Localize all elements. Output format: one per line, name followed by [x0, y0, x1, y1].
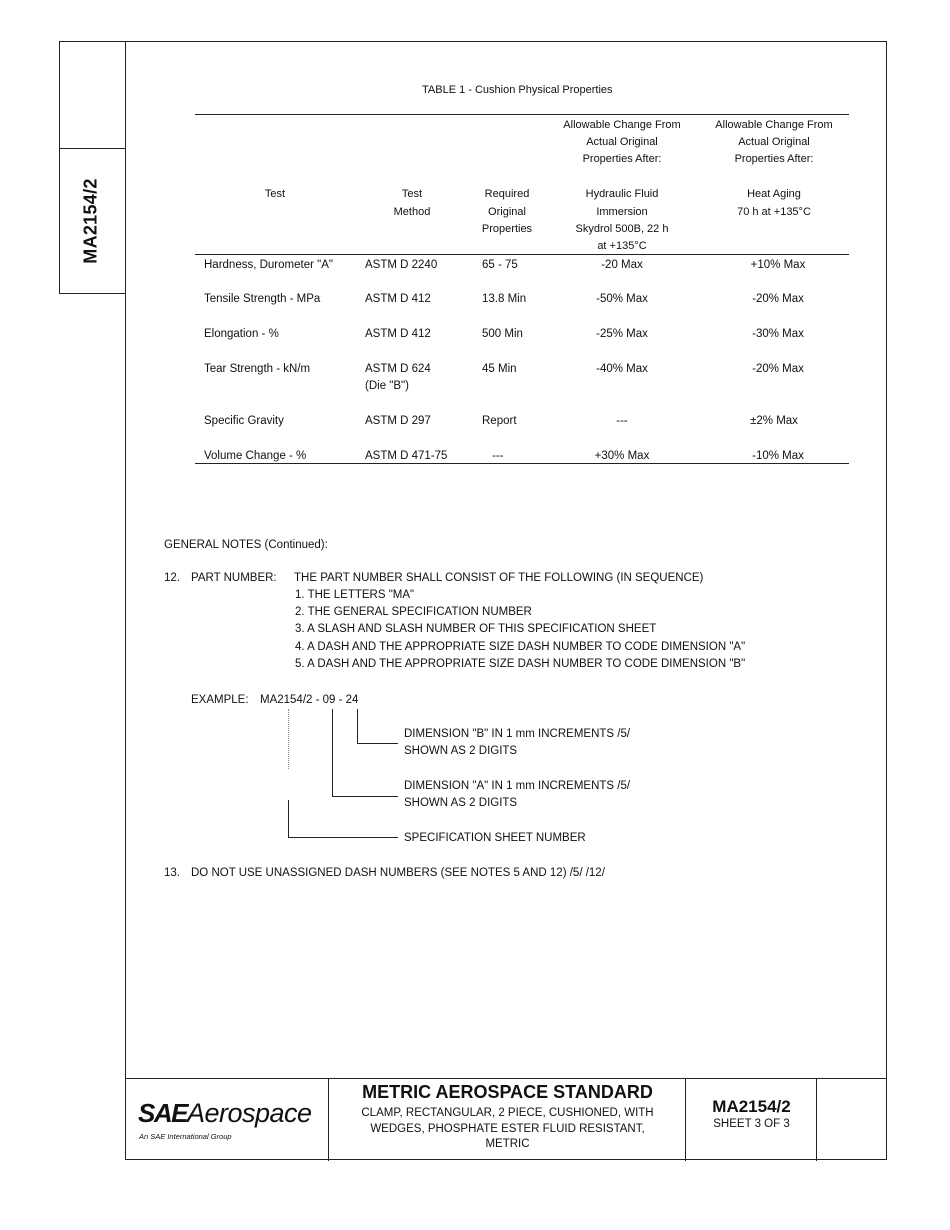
side-document-number: MA2154/2 — [80, 178, 101, 264]
leader-spec-horizontal — [288, 837, 398, 838]
table-title: TABLE 1 - Cushion Physical Properties — [422, 84, 613, 96]
header-fluid-line2: Actual Original — [586, 136, 658, 148]
header-required-line3: Properties — [481, 223, 533, 235]
note-12-number: 12. — [164, 572, 180, 584]
table-row-4-fluid: --- — [616, 415, 628, 427]
table-row-4-test: Specific Gravity — [204, 415, 284, 427]
table-row-1-heat: -20% Max — [752, 293, 804, 305]
table-bottom-rule — [195, 463, 849, 464]
side-tab-divider — [60, 148, 126, 149]
note-12-item-2: 2. THE GENERAL SPECIFICATION NUMBER — [295, 606, 532, 618]
leader-a-vertical — [332, 709, 333, 797]
leader-b-vertical — [357, 709, 358, 744]
example-label: EXAMPLE: — [191, 694, 249, 706]
standard-title: METRIC AEROSPACE STANDARD — [362, 1082, 653, 1102]
header-fluid-line7: at +135°C — [597, 240, 647, 252]
notes-heading: GENERAL NOTES (Continued): — [164, 539, 328, 551]
table-row-1-required: 13.8 Min — [482, 293, 527, 305]
leader-spec-vertical — [288, 800, 289, 838]
table-row-5-required: --- — [492, 450, 504, 462]
table-top-rule — [195, 114, 849, 115]
table-row-0-test: Hardness, Durometer "A" — [204, 259, 333, 271]
callout-b-line2: SHOWN AS 2 DIGITS — [404, 745, 518, 757]
leader-a-horizontal — [332, 796, 398, 797]
header-heat-line4: Heat Aging — [747, 188, 801, 200]
sae-aerospace-logo — [138, 1098, 312, 1129]
table-row-2-heat: -30% Max — [752, 328, 804, 340]
note-13-number: 13. — [164, 867, 180, 879]
header-heat-line2: Actual Original — [738, 136, 810, 148]
note-12-item-1: 1. THE LETTERS "MA" — [295, 589, 415, 601]
table-row-3-fluid: -40% Max — [596, 363, 648, 375]
table-row-0-required: 65 - 75 — [482, 259, 518, 271]
callout-a-line1: DIMENSION "A" IN 1 mm INCREMENTS /5/ — [404, 780, 631, 792]
table-row-3-heat: -20% Max — [752, 363, 804, 375]
logo-aerospace-word: Aerospace — [186, 1098, 312, 1128]
table-row-2-method: ASTM D 412 — [365, 328, 431, 340]
note-12-item-5: 5. A DASH AND THE APPROPRIATE SIZE DASH NUMBER TO CODE DIMENSION "B" — [295, 658, 746, 670]
header-method-line2: Method — [393, 206, 431, 218]
note-12-text: THE PART NUMBER SHALL CONSIST OF THE FOLLOWING (IN SEQUENCE) — [294, 572, 704, 584]
header-fluid-line6: Skydrol 500B, 22 h — [575, 223, 669, 235]
header-fluid-line4: Hydraulic Fluid — [585, 188, 659, 200]
standard-subtitle — [335, 1106, 680, 1153]
header-test: Test — [264, 188, 286, 200]
table-row-5-method: ASTM D 471-75 — [365, 450, 448, 462]
table-row-5-heat: -10% Max — [752, 450, 804, 462]
callout-b-line1: DIMENSION "B" IN 1 mm INCREMENTS /5/ — [404, 728, 631, 740]
table-row-3-method: ASTM D 624 — [365, 363, 431, 375]
header-required-line2: Original — [488, 206, 526, 218]
logo-tagline: An SAE International Group — [139, 1132, 232, 1141]
example-value: MA2154/2 - 09 - 24 — [260, 694, 359, 706]
note-12-item-4: 4. A DASH AND THE APPROPRIATE SIZE DASH NUMBER TO CODE DIMENSION "A" — [295, 641, 746, 653]
leader-spec-dotted — [288, 709, 289, 769]
standard-subtitle-line2: WEDGES, PHOSPHATE ESTER FLUID RESISTANT, — [370, 1122, 645, 1135]
table-row-5-test: Volume Change - % — [204, 450, 307, 462]
header-heat-line3: Properties After: — [734, 153, 814, 165]
table-row-4-heat: ±2% Max — [750, 415, 798, 427]
header-heat-line5: 70 h at +135°C — [737, 206, 811, 218]
table-row-1-test: Tensile Strength - MPa — [204, 293, 321, 305]
header-heat-line1: Allowable Change From — [715, 119, 833, 131]
table-row-2-test: Elongation - % — [204, 328, 279, 340]
table-row-2-fluid: -25% Max — [596, 328, 648, 340]
table-row-4-required: Report — [482, 415, 517, 427]
table-row-1-fluid: -50% Max — [596, 293, 648, 305]
table-row-2-required: 500 Min — [482, 328, 523, 340]
leader-b-horizontal — [357, 743, 398, 744]
callout-a-line2: SHOWN AS 2 DIGITS — [404, 797, 518, 809]
table-header-rule — [195, 254, 849, 255]
header-fluid-line1: Allowable Change From — [563, 119, 681, 131]
sheet-number: SHEET 3 OF 3 — [713, 1118, 790, 1130]
standard-subtitle-line1: CLAMP, RECTANGULAR, 2 PIECE, CUSHIONED, WITH — [361, 1107, 654, 1119]
header-method-line1: Test — [401, 188, 423, 200]
note-12-item-3: 3. A SLASH AND SLASH NUMBER OF THIS SPECIFICATION SHEET — [295, 623, 657, 635]
table-row-5-fluid: +30% Max — [594, 450, 650, 462]
table-row-0-fluid: -20 Max — [601, 259, 643, 271]
table-row-1-method: ASTM D 412 — [365, 293, 431, 305]
header-fluid-line3: Properties After: — [582, 153, 662, 165]
table-row-3-required: 45 Min — [482, 363, 517, 375]
callout-spec: SPECIFICATION SHEET NUMBER — [404, 832, 586, 844]
note-13-text: DO NOT USE UNASSIGNED DASH NUMBERS (SEE NOTES 5 AND 12) /5/ /12/ — [191, 867, 605, 879]
table-row-0-method: ASTM D 2240 — [365, 259, 438, 271]
standard-subtitle-line3: METRIC — [485, 1138, 530, 1150]
header-required-line1: Required — [484, 188, 530, 200]
table-row-3-method-note: (Die "B") — [365, 380, 409, 392]
document-number: MA2154/2 — [712, 1097, 791, 1116]
logo-sae-mark: SAE — [138, 1098, 187, 1128]
table-row-0-heat: +10% Max — [750, 259, 806, 271]
table-row-3-test: Tear Strength - kN/m — [204, 363, 311, 375]
table-row-4-method: ASTM D 297 — [365, 415, 431, 427]
header-fluid-line5: Immersion — [596, 206, 648, 218]
note-12-label: PART NUMBER: — [191, 572, 277, 584]
